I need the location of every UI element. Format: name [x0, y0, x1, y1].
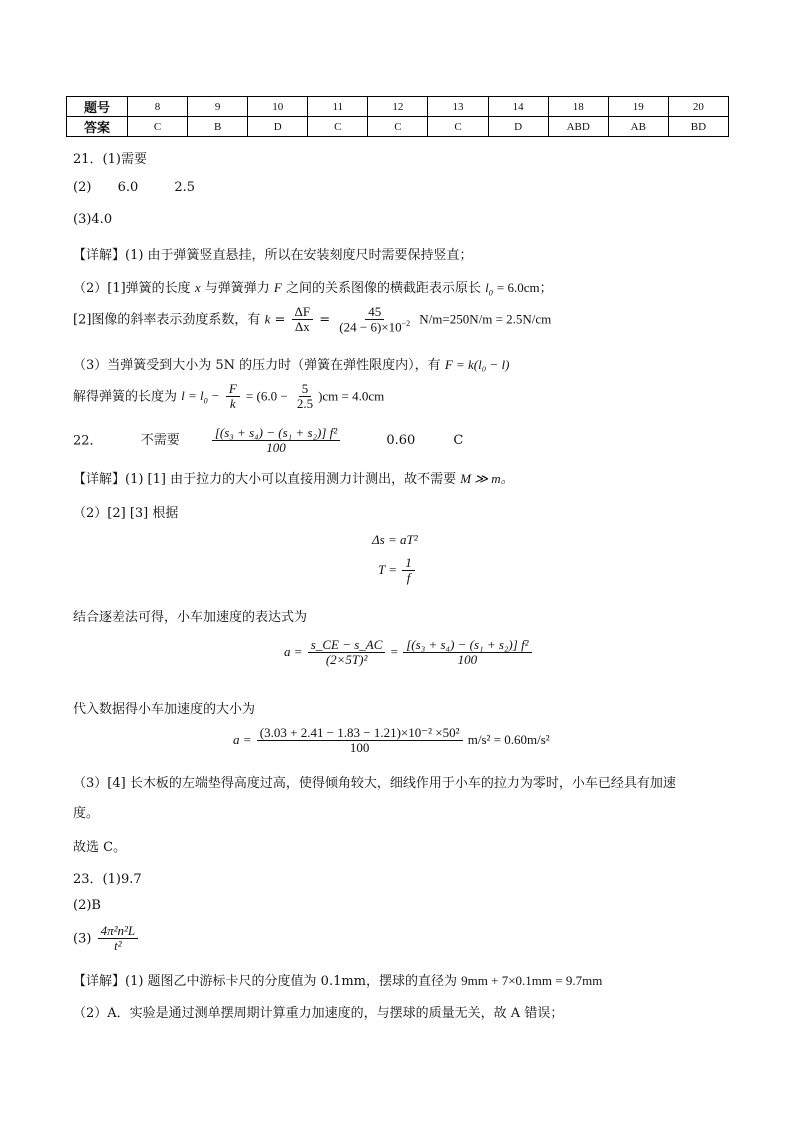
q21-part2 [73, 180, 195, 195]
table-header-cell: 答案 [67, 117, 128, 137]
frac-den: f [406, 570, 411, 586]
q22-eq4 [233, 726, 550, 756]
frac-num: 1 [402, 556, 415, 571]
q21-detail5: 解得弹簧的长度为 $l = l_0$ − $\frac{F}{k}$ = (6.0 − $\frac{5}{2.5}$ )cm = 4.0cm [73, 381, 385, 412]
table-cell: 14 [488, 97, 548, 117]
q23-detail1-eq: 9mm + 7×0.1mm = 9.7mm [461, 973, 603, 988]
q23-heading: 23．(1)9.7 [73, 872, 142, 887]
frac-den: 100 [349, 740, 370, 756]
q22-detail3: 结合逐差法可得，小车加速度的表达式为 [73, 610, 308, 625]
q21-heading: 21．(1)需要 [73, 152, 147, 167]
var-l: $l = l_0$ − [181, 388, 220, 406]
q22-eq1: Δs = aT² [372, 532, 418, 547]
five-over-two-point-five [294, 382, 316, 412]
q22-heading-row [73, 426, 463, 456]
frac-num: 5 [299, 382, 312, 397]
one-over-f [402, 556, 415, 586]
eq4-lhs: a = [233, 731, 252, 747]
frac-num: s_CE − s_AC [308, 638, 386, 653]
q21-part2-val2: 2.5 [174, 180, 196, 195]
frac-den: 2.5 [296, 396, 314, 412]
q22-ans3: 0.60 [386, 433, 416, 449]
var-l0: $l_0$ [485, 280, 493, 298]
frac-den: t² [114, 938, 122, 954]
q22-eq3: a = $\frac{s\_CE - s\_AC}{\text{(2×5T)²}}$ = $\frac{\text{[(s₃ + s₄) − (s₁ + s₂)] f²}}{100}$ [284, 638, 534, 668]
q21-detail2-prefix: （2）[1]弹簧的长度 [73, 281, 191, 296]
q21-detail5-prefix: 解得弹簧的长度为 [73, 389, 178, 405]
q21-detail2-eq: = 6.0cm； [496, 280, 553, 295]
table-cell: C [368, 117, 428, 137]
table-cell: D [248, 117, 308, 137]
q22-detail2: （2）[2] [3] 根据 [73, 506, 179, 521]
table-cell: 11 [308, 97, 368, 117]
frac-den: (2×5T)² [325, 652, 368, 668]
q22-detail1 [73, 468, 514, 487]
q22-ans4: C [453, 433, 464, 449]
eq3-frac2 [403, 638, 531, 668]
table-cell: 18 [548, 97, 608, 117]
q23-detail1-text: 【详解】(1) 题图乙中游标卡尺的分度值为 0.1mm，摆球的直径为 [73, 974, 458, 989]
q22-ans1: 不需要 [140, 433, 180, 449]
f-over-k: $\frac{F}{k}$ [226, 382, 240, 412]
q21-detail2-mid1: 与弹簧弹力 [204, 281, 270, 296]
table-cell: 12 [368, 97, 428, 117]
q21-detail3: [2]图像的斜率表示劲度系数，有 k = $\frac{\Delta F}{\Delta x}$ = $\frac{45}{(24 - 6)\times 10^{-2}}$ N/m=250N/m = 2.5N/cm [73, 304, 552, 335]
q22-detail6: 故选 C。 [73, 840, 127, 855]
q22-detail4: 代入数据得小车加速度的大小为 [73, 702, 256, 717]
q21-detail4-text: （3）当弹簧受到大小为 5N 的压力时（弹簧在弹性限度内），有 [73, 358, 441, 373]
frac-num: (3.03 + 2.41 − 1.83 − 1.21)×10⁻² ×50² [257, 726, 463, 741]
q21-detail5-tail: cm = 4.0cm [322, 388, 385, 404]
q21-detail4-eq: F = k(l₀ − l) [444, 357, 510, 372]
table-cell: 13 [428, 97, 488, 117]
table-cell: 8 [128, 97, 188, 117]
frac-den: 100 [457, 652, 478, 668]
q22-detail5b: 度。 [73, 806, 100, 821]
table-cell: ABD [548, 117, 608, 137]
q21-detail2 [73, 277, 553, 298]
frac-den: (24 − 6)×10 [339, 319, 402, 335]
answer-table [66, 96, 729, 137]
table-cell: B [188, 117, 248, 137]
q21-part3: (3)4.0 [73, 212, 113, 227]
q23-part3-label: (3) [73, 931, 92, 947]
table-cell: AB [608, 117, 668, 137]
q23-part2: (2)B [73, 898, 101, 913]
table-cell: 19 [608, 97, 668, 117]
table-cell: C [128, 117, 188, 137]
table-cell: 9 [188, 97, 248, 117]
eq4-frac [257, 726, 463, 756]
table-row [67, 97, 729, 117]
q23-part3-frac [98, 924, 139, 954]
q21-detail2-mid2: 之间的关系图像的横截距表示原长 [286, 281, 482, 296]
q21-detail3-prefix: [2]图像的斜率表示劲度系数，有 [73, 312, 261, 328]
q21-detail4 [73, 354, 510, 373]
eq3-frac1 [308, 638, 386, 668]
q21-part2-label: (2) [73, 180, 92, 195]
table-cell: BD [668, 117, 728, 137]
q22-detail1-text: 【详解】(1) [1] 由于拉力的大小可以直接用测力计测出，故不需要 [73, 472, 457, 487]
eq3-lhs: a = [284, 643, 303, 659]
frac-num: 45 [365, 305, 384, 320]
table-cell: D [488, 117, 548, 137]
eq2-lhs: T = [378, 561, 398, 577]
table-header-cell: 题号 [67, 97, 128, 117]
table-cell: C [308, 117, 368, 137]
var-f: F [273, 280, 282, 295]
table-row [67, 117, 729, 137]
q23-part3 [73, 924, 140, 954]
q22-heading: 22． [73, 433, 103, 449]
var-x: x [194, 280, 201, 295]
var-k: k [264, 311, 271, 327]
q22-eq2 [378, 556, 417, 586]
q23-detail2: （2）A．实验是通过测单摆周期计算重力加速度的，与摆球的质量无关，故 A 错误； [73, 1006, 564, 1021]
q21-detail3-tail: N/m=250N/m = 2.5N/cm [419, 311, 552, 327]
frac-num: [(s₃ + s₄) − (s₁ + s₂)] f² [212, 426, 340, 441]
table-cell: 20 [668, 97, 728, 117]
q22-ans2 [212, 426, 340, 456]
delta-f-over-delta-x: $\frac{\Delta F}{\Delta x}$ [292, 305, 314, 335]
q21-detail1: 【详解】(1) 由于弹簧竖直悬挂，所以在安装刻度尺时需要保持竖直； [73, 248, 473, 263]
q21-part2-val1: 6.0 [117, 180, 139, 195]
q22-detail1-eq: M ≫ m。 [460, 471, 514, 486]
eq4-tail: m/s² = 0.60m/s² [467, 731, 550, 747]
q23-detail1 [73, 970, 602, 989]
table-cell: C [428, 117, 488, 137]
q22-detail5: （3）[4] 长木板的左端垫得高度过高，使得倾角较大，细线作用于小车的拉力为零时，小车已经具有加速 [73, 776, 676, 791]
frac-den: 100 [266, 440, 286, 456]
table-cell: 10 [248, 97, 308, 117]
frac-num: 4π²n²L [98, 924, 139, 939]
q21-detail5-calc: = (6.0 − [245, 388, 288, 404]
k-value-fraction: $\frac{45}{(24 - 6)\times 10^{-2}}$ [339, 304, 411, 335]
frac-num: [(s₃ + s₄) − (s₁ + s₂)] f² [403, 638, 531, 653]
